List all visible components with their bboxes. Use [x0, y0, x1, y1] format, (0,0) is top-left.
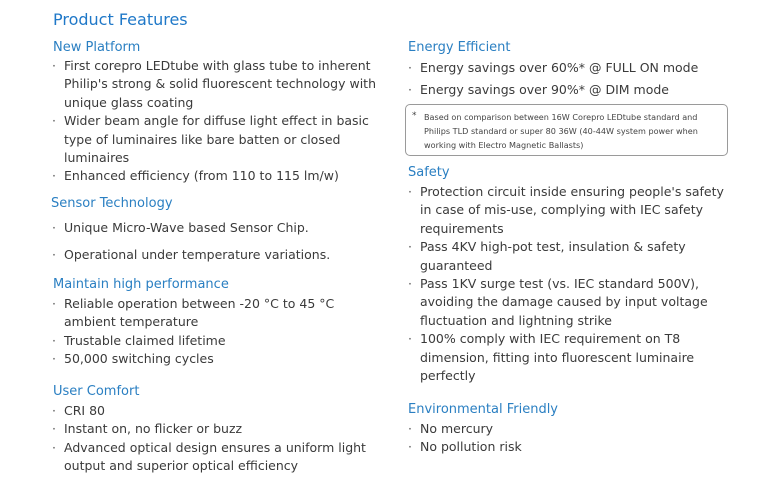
list-item: · 100% comply with IEC requirement on T8 dimension, fitting into fluorescent luminaire perfectly: [408, 331, 695, 384]
section-title-user-comfort: User Comfort: [53, 384, 140, 399]
sensor-list: [52, 214, 392, 268]
energy-list: [408, 57, 738, 101]
section-title-environmental-friendly: Environmental Friendly: [408, 402, 559, 417]
safety-list: [408, 183, 733, 385]
comfort-list: [52, 402, 382, 476]
list-item: · Operational under temperature variations.: [52, 247, 331, 262]
footnote-box: [405, 104, 728, 156]
list-item: · No mercury: [408, 421, 494, 436]
section-title-safety: Safety: [408, 165, 450, 180]
list-item: · Enhanced efficiency (from 110 to 115 lm/w): [52, 168, 339, 184]
footnote-mark: *: [412, 111, 417, 121]
list-item: · Reliable operation between -20 °C to 45 °C ambient temperature: [52, 296, 335, 330]
section-title-new-platform: New Platform: [53, 40, 141, 55]
list-item: · Unique Micro-Wave based Sensor Chip.: [52, 220, 309, 235]
list-item: · Advanced optical design ensures a uniform light output and superior optical efficiency: [52, 439, 366, 474]
performance-list: [52, 295, 372, 369]
environment-list: [408, 420, 733, 457]
section-title-energy-efficient: Energy Efficient: [408, 40, 511, 55]
list-item: · Energy savings over 90%* @ DIM mode: [408, 82, 669, 97]
list-item: · No pollution risk: [408, 439, 522, 455]
list-item: · CRI 80: [52, 403, 105, 418]
new-platform-list: [52, 57, 392, 186]
list-item: · Wider beam angle for diffuse light effect in basic type of luminaires like bare batten or closed luminaires: [52, 113, 369, 166]
list-item: · Energy savings over 60%* @ FULL ON mode: [408, 60, 699, 75]
list-item: · Pass 4KV high-pot test, insulation & safety guaranteed: [408, 239, 686, 273]
page-title: Product Features: [53, 10, 188, 29]
section-title-maintain-performance: Maintain high performance: [53, 277, 229, 292]
list-item: · Pass 1KV surge test (vs. IEC standard 500V), avoiding the damage caused by input voltage fluctuation and lightning strike: [408, 276, 708, 328]
list-item: · 50,000 switching cycles: [52, 351, 214, 367]
list-item: · Trustable claimed lifetime: [52, 332, 226, 348]
list-item: · Instant on, no flicker or buzz: [52, 421, 243, 437]
list-item: · First corepro LEDtube with glass tube to inherent Philip's strong & solid fluorescent technology with unique glass coating: [52, 58, 376, 110]
footnote-text: Based on comparison between 16W Corepro LEDtube standard and Philips TLD standard or super 80 36W (40-44W system power when working with Electro Magnetic Ballasts): [424, 112, 698, 150]
section-title-sensor-technology: Sensor Technology: [51, 196, 173, 211]
list-item: · Protection circuit inside ensuring people's safety in case of mis-use, complying with IEC safety requirements: [408, 184, 724, 236]
